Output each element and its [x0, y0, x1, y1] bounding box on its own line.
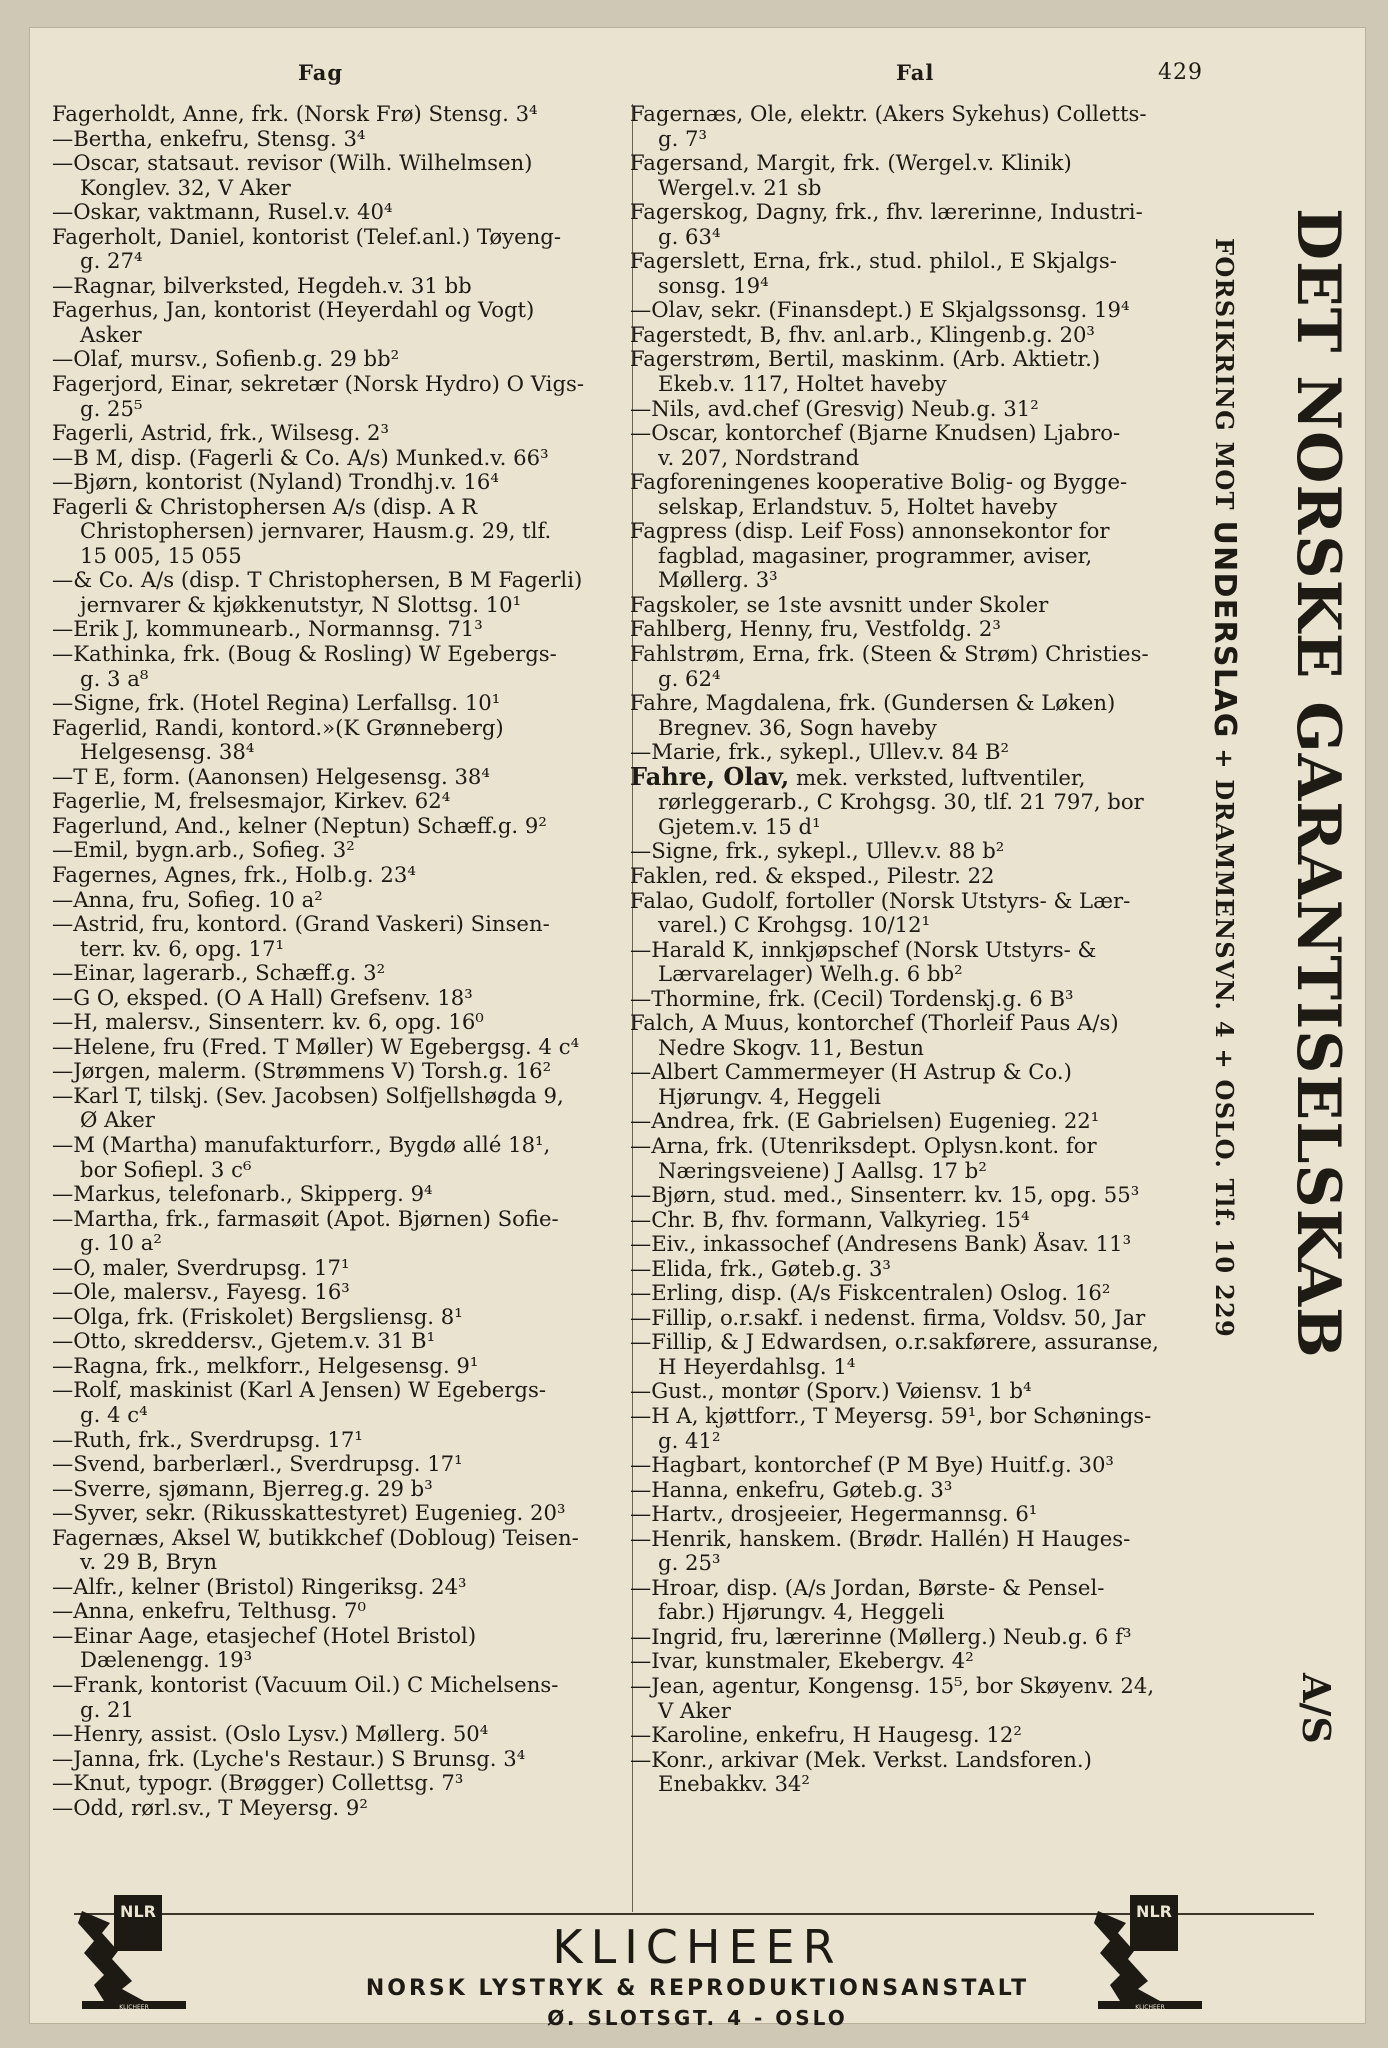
- entry-text: —Henry, assist. (Oslo Lysv.) Møllerg. 50⁴: [52, 1722, 489, 1747]
- entry-continuation: Dælenengg. 19³: [80, 1647, 253, 1673]
- entry-text: —Bjørn, stud. med., Sinsenterr. kv. 15, opg. 55³: [630, 1183, 1140, 1208]
- directory-entry: [630, 519, 1210, 593]
- entry-text: Fagerhus, Jan, kontorist (Heyerdahl og Vogt): [52, 298, 535, 323]
- entry-text: —Konr., arkivar (Mek. Verkst. Landsforen.): [630, 1747, 1092, 1772]
- directory-entry: [630, 1723, 1210, 1748]
- entry-text: —Eiv., inkassochef (Andresens Bank) Åsav. 11³: [630, 1232, 1132, 1257]
- entry-text: Falch, A Muus, kontorchef (Thorleif Paus A/s): [630, 1011, 1119, 1036]
- entry-text: Fagernæs, Aksel W, butikkchef (Dobloug) Teisen-: [52, 1525, 579, 1550]
- directory-entry: [52, 1599, 640, 1624]
- directory-entry: [52, 961, 640, 986]
- entry-continuation: Gjetem.v. 15 d¹: [658, 813, 821, 839]
- entry-continuation: g. 4 c⁴: [80, 1401, 148, 1427]
- entry-text: Fagerli & Christophersen A/s (disp. A R: [52, 494, 478, 519]
- directory-entry: [630, 691, 1210, 740]
- entry-continuation: Ekeb.v. 117, Holtet haveby: [658, 371, 947, 397]
- directory-entry: [52, 127, 640, 152]
- entry-text: —Helene, fru (Fred. T Møller) W Egebergsg. 4 c⁴: [52, 1034, 580, 1059]
- directory-entry: [630, 151, 1210, 200]
- directory-entry: [52, 617, 640, 642]
- entry-text: —Karoline, enkefru, H Haugesg. 12²: [630, 1723, 1022, 1748]
- entry-text: Faklen, red. & eksped., Pilestr. 22: [630, 863, 995, 888]
- directory-entry: [52, 1010, 640, 1035]
- directory-entry: [52, 1526, 640, 1575]
- svg-text:KLICHEER: KLICHEER: [119, 2004, 149, 2011]
- directory-entry: [52, 1477, 640, 1502]
- directory-entry: [52, 1624, 640, 1673]
- entry-text: —Olav, sekr. (Finansdept.) E Skjalgssonsg. 19⁴: [630, 298, 1130, 323]
- advert-title: KLICHEER: [552, 1920, 843, 1974]
- entry-continuation: selskap, Erlandstuv. 5, Holtet haveby: [658, 493, 1058, 519]
- directory-entry: [630, 1281, 1210, 1306]
- entry-text: Fahlstrøm, Erna, frk. (Steen & Strøm) Christies-: [630, 642, 1149, 667]
- page-number: 429: [1158, 60, 1203, 85]
- directory-entry: [630, 1109, 1210, 1134]
- directory-entry: [52, 838, 640, 863]
- entry-text: —Olaf, mursv., Sofienb.g. 29 bb²: [52, 347, 400, 372]
- entry-text: Fagerjord, Einar, sekretær (Norsk Hydro) O Vigs-: [52, 372, 585, 397]
- entry-continuation: sonsg. 19⁴: [658, 272, 769, 298]
- directory-entry: [52, 1771, 640, 1796]
- entry-text: —Signe, frk. (Hotel Regina) Lerfallsg. 10¹: [52, 691, 501, 716]
- entry-continuation: Hjørungv. 4, Heggeli: [658, 1083, 881, 1109]
- entry-text: —B M, disp. (Fagerli & Co. A/s) Munked.v. 66³: [52, 445, 549, 470]
- directory-entry: [52, 1182, 640, 1207]
- directory-entry: [630, 1748, 1210, 1797]
- directory-entry: [52, 1452, 640, 1477]
- directory-entry: [52, 1084, 640, 1133]
- entry-continuation: bor Sofiepl. 3 c⁶: [80, 1156, 252, 1182]
- entry-text: —Hroar, disp. (A/s Jordan, Børste- & Pensel-: [630, 1575, 1105, 1600]
- directory-entry: [630, 102, 1210, 151]
- entry-text: Fagerholdt, Anne, frk. (Norsk Frø) Stensg. 3⁴: [52, 102, 538, 126]
- entry-text: —Anna, enkefru, Telthusg. 7⁰: [52, 1599, 367, 1624]
- directory-entry: [52, 1575, 640, 1600]
- entry-text: —Gust., montør (Sporv.) Vøiensv. 1 b⁴: [630, 1379, 1032, 1404]
- entry-continuation: v. 29 B, Bryn: [80, 1549, 217, 1575]
- entry-continuation: fabr.) Hjørungv. 4, Heggeli: [658, 1599, 945, 1625]
- directory-entry: [52, 986, 640, 1011]
- directory-entry: [52, 102, 640, 127]
- directory-entry: [630, 298, 1210, 323]
- directory-entry: [630, 1576, 1210, 1625]
- directory-entry: [52, 200, 640, 225]
- directory-entry: [630, 1011, 1210, 1060]
- entry-text: Fagerstedt, B, fhv. anl.arb., Klingenb.g. 20³: [630, 322, 1095, 347]
- entry-continuation: Enebakkv. 34²: [658, 1771, 810, 1797]
- entry-text: —Svend, barberlærl., Sverdrupsg. 17¹: [52, 1452, 463, 1477]
- directory-entry: [630, 1478, 1210, 1503]
- entry-continuation: g. 25⁵: [80, 395, 143, 421]
- directory-entry: [52, 1305, 640, 1330]
- entry-text: —Erik J, kommunearb., Normannsg. 71³: [52, 617, 483, 642]
- directory-entry: [630, 249, 1210, 298]
- entry-text: Fagerstrøm, Bertil, maskinm. (Arb. Aktietr.): [630, 347, 1101, 372]
- entry-text: —Oskar, vaktmann, Rusel.v. 40⁴: [52, 200, 393, 225]
- entry-text: Falao, Gudolf, fortoller (Norsk Utstyrs- & Lær-: [630, 888, 1131, 913]
- entry-continuation: Wergel.v. 21 sb: [658, 174, 822, 200]
- directory-entry: [52, 1059, 640, 1084]
- entry-text: Fahlberg, Henny, fru, Vestfoldg. 2³: [630, 617, 1001, 642]
- entry-continuation: varel.) C Krohgsg. 10/12¹: [658, 912, 931, 938]
- entry-continuation: g. 27⁴: [80, 248, 143, 274]
- directory-entry: [630, 1330, 1210, 1379]
- directory-entry: [630, 1502, 1210, 1527]
- directory-entry: [630, 864, 1210, 889]
- entry-text: —Syver, sekr. (Rikusskattestyret) Eugenieg. 20³: [52, 1501, 566, 1526]
- entry-text: —Hagbart, kontorchef (P M Bye) Huitf.g. 30³: [630, 1453, 1114, 1478]
- vertical-advert: [1198, 208, 1353, 1748]
- entry-text: —T E, form. (Aanonsen) Helgesensg. 38⁴: [52, 764, 490, 789]
- directory-entry: [630, 1453, 1210, 1478]
- directory-entry: [52, 1133, 640, 1182]
- directory-entry: [630, 987, 1210, 1012]
- entry-text: —Alfr., kelner (Bristol) Ringeriksg. 24³: [52, 1574, 467, 1599]
- entry-text: —Hartv., drosjeeier, Hegermannsg. 6¹: [630, 1502, 1038, 1527]
- entry-text: —Thormine, frk. (Cecil) Tordenskj.g. 6 B³: [630, 986, 1074, 1011]
- directory-entry: [52, 1501, 640, 1526]
- directory-entry: [630, 1625, 1210, 1650]
- entry-continuation: g. 62⁴: [658, 665, 721, 691]
- entry-text: —Janna, frk. (Lyche's Restaur.) S Brunsg. 3⁴: [52, 1746, 526, 1771]
- directory-entry: [630, 1257, 1210, 1282]
- directory-entry: [630, 1183, 1210, 1208]
- entry-text: —Fillip, & J Edwardsen, o.r.sakførere, assuranse,: [630, 1330, 1159, 1355]
- entry-text: —Odd, rørl.sv., T Meyersg. 9²: [52, 1795, 368, 1820]
- entry-text: Fagerskog, Dagny, frk., fhv. lærerinne, Industri-: [630, 200, 1143, 225]
- entry-text: —Einar, lagerarb., Schæff.g. 3²: [52, 961, 386, 986]
- entry-continuation: fagblad, magasiner, programmer, aviser,: [658, 542, 1093, 568]
- directory-entry: [52, 691, 640, 716]
- directory-entry: [630, 642, 1210, 691]
- entry-text: —O, maler, Sverdrupsg. 17¹: [52, 1255, 350, 1280]
- vertical-advert-as-mark: A/S: [1294, 1673, 1339, 1744]
- directory-entry: [52, 789, 640, 814]
- entry-continuation: Bregnev. 36, Sogn haveby: [658, 714, 937, 740]
- directory-entry: [630, 593, 1210, 618]
- entry-text: —Frank, kontorist (Vacuum Oil.) C Michelsens-: [52, 1673, 559, 1697]
- directory-entry: [630, 1208, 1210, 1233]
- entry-text: —Ole, malersv., Fayesg. 16³: [52, 1280, 350, 1305]
- entry-text: —Oscar, kontorchef (Bjarne Knudsen) Ljabro-: [630, 421, 1121, 446]
- entry-text: Fagerlie, M, frelsesmajor, Kirkev. 62⁴: [52, 789, 451, 814]
- entry-continuation: 15 005, 15 055: [80, 542, 242, 568]
- entry-text: —Markus, telefonarb., Skipperg. 9⁴: [52, 1182, 433, 1207]
- entry-continuation: jernvarer & kjøkkenutstyr, N Slottsg. 10¹: [80, 591, 522, 617]
- logo-letters: NLR: [120, 1902, 156, 1921]
- entry-text: —Ivar, kunstmaler, Ekebergv. 4²: [630, 1649, 974, 1674]
- entry-text: —Anna, fru, Sofieg. 10 a²: [52, 887, 323, 912]
- entry-text: —Astrid, fru, kontord. (Grand Vaskeri) Sinsen-: [52, 912, 550, 937]
- entry-text: —Rolf, maskinist (Karl A Jensen) W Egebergs-: [52, 1378, 547, 1403]
- entry-text: Fagerlid, Randi, kontord.»(K Grønneberg): [52, 715, 504, 740]
- entry-text: —& Co. A/s (disp. T Christophersen, B M Fagerli): [52, 568, 583, 593]
- directory-entry: [630, 200, 1210, 249]
- directory-entry: [630, 397, 1210, 422]
- vertical-advert-company: DET NORSKE GARANTISELSKAB: [1283, 208, 1353, 1359]
- entry-text: —Elida, frk., Gøteb.g. 3³: [630, 1256, 891, 1281]
- entry-text: —Nils, avd.chef (Gresvig) Neub.g. 31²: [630, 396, 1039, 421]
- entry-text: —Sverre, sjømann, Bjerreg.g. 29 b³: [52, 1476, 433, 1501]
- directory-entry: [52, 716, 640, 765]
- entry-text: Fagerslett, Erna, frk., stud. philol., E Skjalgs-: [630, 249, 1117, 274]
- directory-entry: [52, 1722, 640, 1747]
- directory-entry: [52, 765, 640, 790]
- directory-entry: [630, 938, 1210, 987]
- directory-entry: [630, 889, 1210, 938]
- entry-continuation: terr. kv. 6, opg. 17¹: [80, 935, 284, 961]
- entry-text: —Ragna, frk., melkforr., Helgesensg. 9¹: [52, 1353, 479, 1378]
- entry-text: —Bertha, enkefru, Stensg. 3⁴: [52, 126, 366, 151]
- entry-text: Fagforeningenes kooperative Bolig- og Bygge-: [630, 470, 1128, 495]
- directory-entry: [52, 298, 640, 347]
- entry-continuation: Ø Aker: [80, 1107, 155, 1133]
- directory-entry: [52, 1747, 640, 1772]
- directory-entry: [630, 1649, 1210, 1674]
- directory-entry: [52, 814, 640, 839]
- logo-letters: NLR: [1136, 1902, 1172, 1921]
- running-head-left: Fag: [298, 60, 344, 85]
- entry-continuation: rørleggerarb., C Krohgsg. 30, tlf. 21 797, bor: [658, 789, 1144, 815]
- directory-entry: [52, 274, 640, 299]
- directory-entry: [52, 568, 640, 617]
- entry-text: —Jean, agentur, Kongensg. 15⁵, bor Skøyenv. 24,: [630, 1674, 1155, 1698]
- entry-text: —Arna, frk. (Utenriksdept. Oplysn.kont. for: [630, 1133, 1097, 1158]
- entry-text: —Jørgen, malerm. (Strømmens V) Torsh.g. 16²: [52, 1059, 552, 1084]
- entry-text: Fagerlund, And., kelner (Neptun) Schæff.g. 9²: [52, 813, 547, 838]
- entry-text: —Henrik, hanskem. (Brødr. Hallén) H Hauges-: [630, 1526, 1131, 1551]
- directory-entry: [52, 446, 640, 471]
- directory-entry: [630, 1060, 1210, 1109]
- directory-entry: [52, 1796, 640, 1821]
- bottom-advert: [30, 1902, 1365, 2030]
- directory-entry: [52, 1207, 640, 1256]
- entry-continuation: Møllerg. 3³: [658, 567, 778, 593]
- directory-entry: [630, 1674, 1210, 1723]
- entry-name-bold: Fahre, Olav,: [630, 764, 790, 791]
- entry-text: —Ragnar, bilverksted, Hegdeh.v. 31 bb: [52, 273, 472, 298]
- entry-continuation: g. 3 a⁸: [80, 665, 149, 691]
- directory-page: [30, 28, 1365, 2030]
- entry-continuation: V Aker: [658, 1697, 731, 1723]
- directory-entry: [52, 1280, 640, 1305]
- directory-entry: [52, 1378, 640, 1427]
- entry-text: —Karl T, tilskj. (Sev. Jacobsen) Solfjellshøgda 9,: [52, 1083, 564, 1108]
- entry-continuation: g. 10 a²: [80, 1230, 162, 1256]
- entry-text: —Signe, frk., sykepl., Ullev.v. 88 b²: [630, 839, 1005, 864]
- directory-entry: [52, 225, 640, 274]
- entry-continuation: H Heyerdahlsg. 1⁴: [658, 1353, 856, 1379]
- directory-entry: [52, 888, 640, 913]
- entry-text: Fagersand, Margit, frk. (Wergel.v. Klinik): [630, 151, 1072, 176]
- directory-entry: [52, 1256, 640, 1281]
- left-column: [52, 102, 640, 1820]
- directory-entry: [52, 912, 640, 961]
- entry-continuation: g. 25³: [658, 1550, 721, 1576]
- directory-entry: [630, 421, 1210, 470]
- entry-text: —Albert Cammermeyer (H Astrup & Co.): [630, 1060, 1072, 1085]
- svg-text:KLICHEER: KLICHEER: [1135, 2004, 1165, 2011]
- entry-continuation: Asker: [80, 321, 142, 347]
- directory-entry: [52, 421, 640, 446]
- nlr-logo-icon: [1090, 1893, 1210, 2011]
- directory-entry: [52, 642, 640, 691]
- entry-continuation: Lærvarelager) Welh.g. 6 bb²: [658, 961, 963, 987]
- entry-continuation: Næringsveiene) J Aallsg. 17 b²: [658, 1157, 987, 1183]
- directory-entry: [630, 1379, 1210, 1404]
- directory-entry: [52, 1035, 640, 1060]
- entry-text: Fagernæs, Ole, elektr. (Akers Sykehus) Colletts-: [630, 102, 1147, 126]
- entry-text: mek. verksted, luftventiler,: [789, 764, 1086, 790]
- entry-text: Fagerholt, Daniel, kontorist (Telef.anl.) Tøyeng-: [52, 224, 561, 249]
- entry-text: —Knut, typogr. (Brøgger) Collettsg. 7³: [52, 1771, 464, 1796]
- directory-entry: [52, 495, 640, 569]
- directory-entry: [52, 863, 640, 888]
- directory-entry: [630, 1404, 1210, 1453]
- entry-continuation: g. 41²: [658, 1427, 721, 1453]
- entry-text: —Einar Aage, etasjechef (Hotel Bristol): [52, 1623, 477, 1648]
- entry-text: —Hanna, enkefru, Gøteb.g. 3³: [630, 1477, 953, 1502]
- directory-entry: [630, 1134, 1210, 1183]
- directory-entry: [52, 372, 640, 421]
- directory-entry: [630, 1527, 1210, 1576]
- entry-text: —H A, kjøttforr., T Meyersg. 59¹, bor Schønings-: [630, 1403, 1152, 1428]
- entry-continuation: g. 21: [80, 1696, 134, 1722]
- entry-text: —Harald K, innkjøpschef (Norsk Utstyrs- &: [630, 937, 1097, 962]
- right-column: [630, 102, 1210, 1797]
- directory-entry: [52, 1329, 640, 1354]
- entry-text: —Olga, frk. (Friskolet) Bergsliensg. 8¹: [52, 1304, 463, 1329]
- running-head-middle: Fal: [896, 60, 935, 85]
- directory-entry: [630, 1306, 1210, 1331]
- entry-text: —Ruth, frk., Sverdrupsg. 17¹: [52, 1427, 363, 1452]
- directory-entry: [52, 347, 640, 372]
- vertical-advert-tagline: FORSIKRING MOT UNDERSLAG + DRAMMENSVN. 4 + OSLO. Tlf. 10 229: [1207, 238, 1242, 1338]
- entry-continuation: Konglev. 32, V Aker: [80, 174, 291, 200]
- entry-text: —Kathinka, frk. (Boug & Rosling) W Egebergs-: [52, 642, 557, 667]
- entry-text: —Fillip, o.r.sakf. i nedenst. firma, Voldsv. 50, Jar: [630, 1305, 1146, 1330]
- entry-continuation: Helgesensg. 38⁴: [80, 739, 255, 765]
- directory-entry: [630, 323, 1210, 348]
- entry-text: —Emil, bygn.arb., Sofieg. 3²: [52, 838, 355, 863]
- entry-text: —Otto, skreddersv., Gjetem.v. 31 B¹: [52, 1329, 436, 1354]
- directory-entry: [630, 1232, 1210, 1257]
- entry-text: Fagerli, Astrid, frk., Wilsesg. 2³: [52, 421, 390, 446]
- directory-entry: [52, 1354, 640, 1379]
- entry-text: —M (Martha) manufakturforr., Bygdø allé 18¹,: [52, 1132, 551, 1157]
- directory-entry: [630, 839, 1210, 864]
- directory-entry: [630, 740, 1210, 765]
- entry-text: —Oscar, statsaut. revisor (Wilh. Wilhelmsen): [52, 151, 533, 176]
- entry-text: —Chr. B, fhv. formann, Valkyrieg. 15⁴: [630, 1207, 1030, 1232]
- directory-entry: [52, 1428, 640, 1453]
- advert-address: Ø. SLOTSGT. 4 - OSLO: [547, 2006, 848, 2030]
- directory-entry: [52, 151, 640, 200]
- directory-entry: [630, 470, 1210, 519]
- entry-text: —Erling, disp. (A/s Fiskcentralen) Oslog. 16²: [630, 1281, 1111, 1306]
- directory-entry: [52, 1673, 640, 1722]
- entry-continuation: Nedre Skogv. 11, Bestun: [658, 1034, 924, 1060]
- entry-text: —Andrea, frk. (E Gabrielsen) Eugenieg. 22¹: [630, 1109, 1100, 1134]
- entry-text: Fagskoler, se 1ste avsnitt under Skoler: [630, 592, 1049, 617]
- entry-continuation: g. 63⁴: [658, 223, 721, 249]
- directory-entry: [630, 347, 1210, 396]
- directory-entry: [52, 470, 640, 495]
- directory-entry: [630, 617, 1210, 642]
- entry-text: Fagernes, Agnes, frk., Holb.g. 23⁴: [52, 862, 416, 887]
- advert-subtitle: NORSK LYSTRYK & REPRODUKTIONSANSTALT: [365, 1976, 1030, 2001]
- entry-text: —G O, eksped. (O A Hall) Grefsenv. 18³: [52, 985, 473, 1010]
- entry-text: —Bjørn, kontorist (Nyland) Trondhj.v. 16⁴: [52, 470, 499, 495]
- entry-continuation: g. 7³: [658, 125, 708, 151]
- directory-entry: [630, 765, 1210, 840]
- entry-text: Fahre, Magdalena, frk. (Gundersen & Løken): [630, 691, 1116, 716]
- entry-continuation: Christophersen) jernvarer, Hausm.g. 29, tlf.: [80, 518, 552, 544]
- entry-text: —Marie, frk., sykepl., Ullev.v. 84 B²: [630, 740, 1010, 765]
- entry-text: Fagpress (disp. Leif Foss) annonsekontor for: [630, 519, 1110, 544]
- entry-text: —Martha, frk., farmasøit (Apot. Bjørnen) Sofie-: [52, 1206, 559, 1231]
- entry-text: —Ingrid, fru, lærerinne (Møllerg.) Neub.g. 6 f³: [630, 1624, 1132, 1649]
- entry-continuation: v. 207, Nordstrand: [658, 444, 860, 470]
- entry-text: —H, malersv., Sinsenterr. kv. 6, opg. 16⁰: [52, 1010, 484, 1035]
